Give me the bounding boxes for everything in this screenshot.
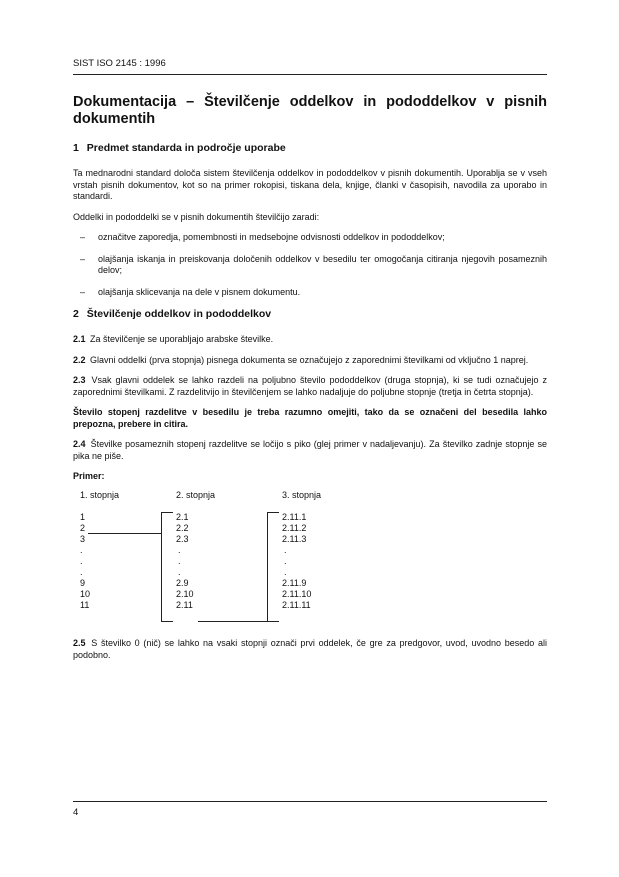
level-3-cell: 2.11.2 [282,523,307,533]
list-item-text: olajšanja sklicevanja na dele v pisnem dokumentu. [98,286,301,297]
section-1-paragraph: Ta mednarodni standard določa sistem številčenja oddelkov in pododdelkov v pisnih dokumentih. Uporablja se v vseh vrstah pisnih dokumentov, kot so na primer rokopisi, tiskana dela, knjige, članki v časopisih, navodila za uporabo in standardi. [73,168,547,201]
clause-text: Za številčenje se uporabljajo arabske številke. [90,334,274,344]
dash-marker: – [80,286,86,297]
clause-number: 2.1 [73,334,86,344]
clause-2-5 [73,638,547,661]
clause-number: 2.5 [73,638,86,648]
connector-line [161,512,173,513]
level-2-cell: 2.10 [176,589,194,599]
numbering-example-diagram [73,490,547,628]
list-item [73,232,547,244]
clause-text: Vsak glavni oddelek se lahko razdeli na poljubno število pododdelkov (druga stopnja), ki se tudi označujejo z zaporednimi številkami. Z razdelitvijo in številčenjem se lahko nadaljuje do poljubne stopnje (tretja in četrta stopnja). [73,375,547,397]
connector-bracket [161,512,162,622]
level-2-cell: 2.2 [176,523,189,533]
connector-bracket [267,512,268,622]
clause-2-2 [73,355,547,367]
level-3-cell: . [284,545,287,555]
section-1-heading [73,142,547,155]
clause-text: Glavni oddelki (prva stopnja) pisnega dokumenta se označujejo z zaporednimi številkami od vključno 1 naprej. [90,354,529,365]
level-3-cell: 2.11.11 [282,600,311,610]
level-3-column [282,490,321,611]
document-body [73,94,547,670]
level-2-cell: 2.1 [176,512,189,522]
section-1-intro-list: Oddelki in pododdelki se v pisnih dokumentih številčijo zaradi: [73,211,320,222]
page-number: 4 [73,807,79,818]
dash-marker: – [80,232,86,242]
level-3-cell: 2.11.9 [282,578,307,588]
level-2-cell: 2.3 [176,534,189,544]
level-1-cell: 10 [80,589,91,599]
running-header: SIST ISO 2145 : 1996 [73,58,166,69]
clause-text: S številko 0 (nič) se lahko na vsaki stopnji označi prvi oddelek, če gre za predgovor, uvod, uvodno besedo ali podobno. [73,638,547,660]
level-2-cell: . [178,556,181,566]
section-2-title: Številčenje oddelkov in pododdelkov [86,308,272,320]
section-2-heading [73,308,547,321]
level-3-cell: 2.11.10 [282,589,312,599]
level-1-column [80,490,119,611]
level-1-cell: 3 [80,534,86,544]
level-1-cell: 11 [80,600,90,610]
section-1-number: 1 [73,142,79,154]
level-2-cell: . [178,545,181,555]
section-2-number: 2 [73,308,79,320]
clause-text: Številke posameznih stopenj razdelitve se ločijo s piko (glej primer v nadaljevanju). Za številko zadnje stopnje se pika ne piše. [73,439,547,461]
clause-2-3 [73,375,547,398]
list-item [73,254,547,277]
connector-line [88,533,161,534]
level-2-column [176,490,215,611]
level-3-header: 3. stopnja [282,490,322,500]
clause-number: 2.3 [73,375,86,385]
level-1-header: 1. stopnja [80,490,120,500]
clause-2-4 [73,439,547,462]
level-1-cell: 2 [80,523,86,533]
example-label: Primer: [73,471,105,481]
list-item [73,287,547,299]
level-2-header: 2. stopnja [176,490,216,500]
clause-number: 2.4 [73,439,86,449]
dash-marker: – [80,253,86,264]
document-title: Dokumentacija – Številčenje oddelkov in pododdelkov v pisnih dokumentih [73,94,547,127]
level-1-cell: . [80,556,83,566]
level-3-cell: . [284,556,287,566]
level-1-cell: 9 [80,578,86,588]
connector-line [198,621,267,622]
level-1-cell: . [80,567,83,577]
list-item-text: označitve zaporedja, pomembnosti in medsebojne odvisnosti oddelkov in pododdelkov; [98,232,445,242]
footer-rule [73,801,547,802]
level-3-cell: 2.11.3 [282,534,307,544]
connector-line [267,621,279,622]
connector-line [267,512,279,513]
list-item-text: olajšanja iskanja in preiskovanja določenih oddelkov v besedilu ter omogočanja citiranja njegovih posameznih delov; [98,253,547,275]
level-2-cell: 2.9 [176,578,189,588]
clause-2-1 [73,334,547,346]
header-rule [73,74,547,75]
clause-number: 2.2 [73,354,86,365]
bold-note: Število stopenj razdelitve v besedilu je treba razumno omejiti, tako da se označeni del besedila lahko prepozna, prebere in citira. [73,407,547,429]
level-3-cell: 2.11.1 [282,512,307,522]
level-1-cell: . [80,545,83,555]
connector-line [161,621,173,622]
level-2-cell: . [178,567,181,577]
section-1-title: Predmet standarda in področje uporabe [86,142,286,154]
level-3-cell: . [284,567,287,577]
level-2-cell: 2.11 [176,600,193,610]
level-1-cell: 1 [80,512,86,522]
